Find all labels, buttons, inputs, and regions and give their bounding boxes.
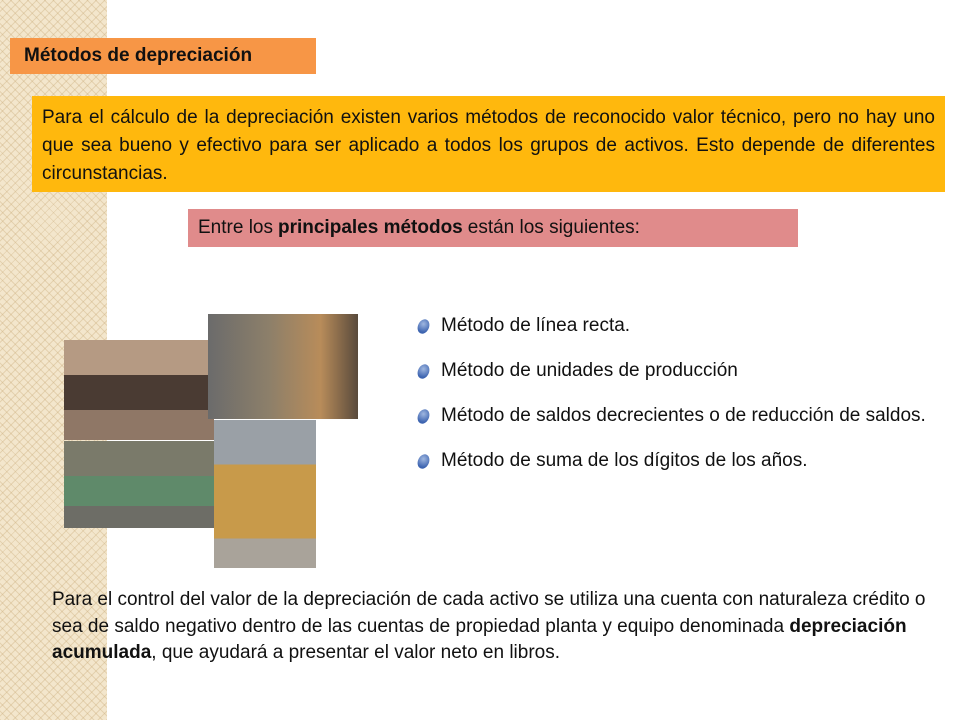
closing-text-bold: depreciación acumulada: [52, 615, 907, 663]
bullet-icon: [415, 317, 431, 335]
bullet-icon: [415, 407, 431, 425]
methods-heading-after: están los siguientes:: [467, 217, 640, 238]
typewriter-photo: [64, 340, 214, 440]
methods-heading: [188, 209, 798, 247]
closing-paragraph: [52, 587, 937, 667]
slide-title: [10, 38, 316, 74]
method-text: Método de línea recta.: [441, 315, 631, 336]
bullet-icon: [415, 452, 431, 470]
method-text: Método de suma de los dígitos de los años.: [441, 450, 808, 471]
method-text: Método de unidades de producción: [441, 360, 738, 381]
excavator-bucket-photo: [214, 420, 316, 568]
closing-text-after: , que ayudará a presentar el valor neto en libros.: [151, 642, 561, 663]
methods-list: [416, 312, 946, 475]
gas-pump-photo: [208, 314, 358, 419]
list-item: [416, 357, 946, 385]
intro-paragraph: [32, 96, 945, 192]
slide-title-text: Métodos de depreciación: [24, 45, 253, 66]
list-item: [416, 447, 946, 475]
old-car-photo: [64, 441, 214, 528]
intro-text: Para el cálculo de la depreciación existen varios métodos de reconocido valor técnico, pero no hay uno que sea bueno y efectivo para ser aplicado a todos los grupos de activos. Esto depende de diferentes circunstancias.: [42, 107, 935, 184]
list-item: [416, 312, 946, 340]
closing-text-before: Para el control del valor de la depreciación de cada activo se utiliza una cuenta con naturaleza crédito o sea de saldo negativo dentro de las cuentas de propiedad planta y equipo denominada: [52, 589, 926, 637]
methods-heading-before: Entre los: [198, 217, 273, 238]
bullet-icon: [415, 362, 431, 380]
list-item: [416, 402, 946, 430]
method-text: Método de saldos decrecientes o de reducción de saldos.: [441, 405, 926, 426]
methods-heading-bold: principales métodos: [277, 217, 463, 238]
